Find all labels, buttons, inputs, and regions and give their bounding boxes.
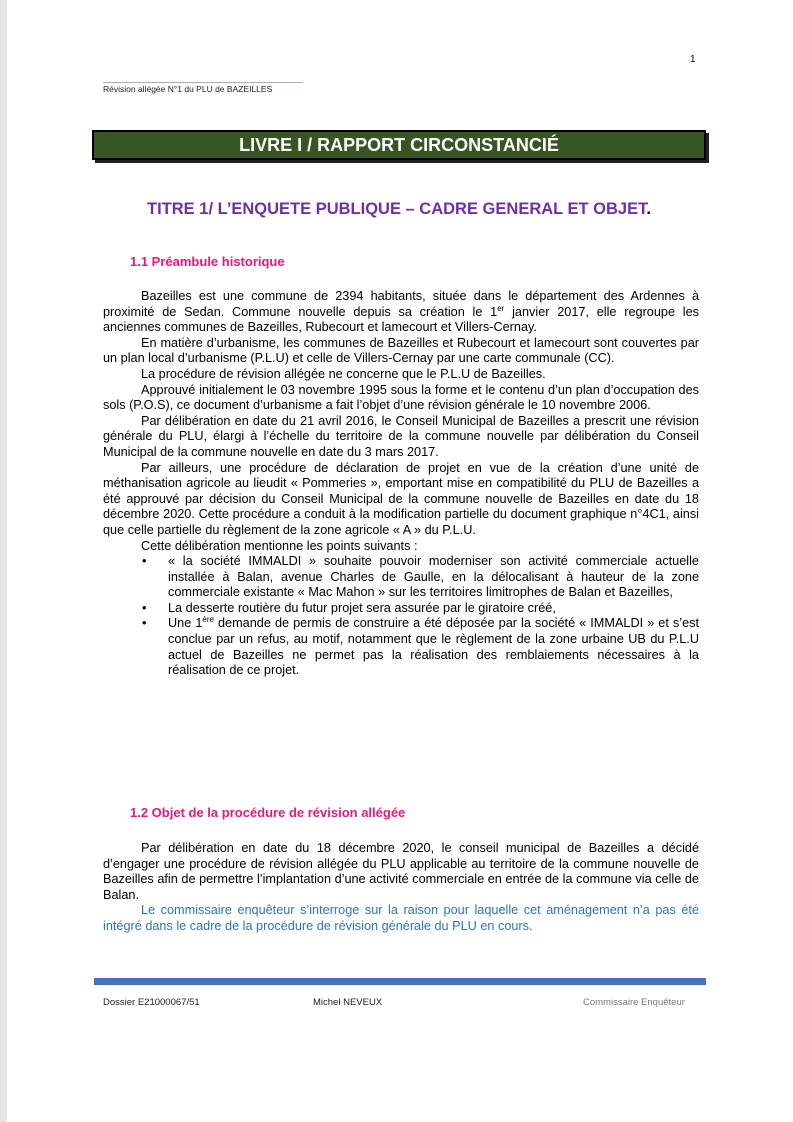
running-header: Révision allégée N°1 du PLU de BAZEILLES <box>103 84 273 94</box>
section-heading-1-1: 1.1 Préambule historique <box>130 254 285 269</box>
list-item: • « la société IMMALDI » souhaite pouvoir moderniser son activité commerciale actuelle installée à Balan, avenue Charles de Gaulle, en la délocalisant à hauteur de la zone commerciale existante « Mac Mahon » sur les territoires limitrophes de Balan et Bazeilles, <box>103 554 699 601</box>
footer-author: Michel NEVEUX <box>313 997 383 1008</box>
paragraph: Bazeilles est une commune de 2394 habitants, située dans le département des Ardennes à proximité de Sedan. Commune nouvelle depuis sa création le 1er janvier 2017, elle regroupe les anciennes communes de Bazeilles, Rubecourt et lamecourt et Villers-Cernay. <box>103 289 699 335</box>
paragraph: Par délibération en date du 18 décembre 2020, le conseil municipal de Bazeilles a décidé d’engager une procédure de révision allégée du PLU applicable au territoire de la commune nouvelle de Bazeilles afin de permettre l’implantation d’une activité commerciale en entrée de la commune via celle de Balan. <box>103 841 699 902</box>
paragraph: En matière d’urbanisme, les communes de Bazeilles et Rubecourt et lamecourt sont couvertes par un plan local d’urbanisme (P.L.U) et celle de Villers-Cernay par une carte communale (CC). <box>103 335 699 366</box>
title-1-dot: . <box>646 200 651 218</box>
list-item: • La desserte routière du futur projet sera assurée par le giratoire créé, <box>103 601 699 617</box>
section-1-2-body <box>103 841 699 935</box>
paragraph: Par délibération en date du 21 avril 2016, le Conseil Municipal de Bazeilles a prescrit une révision générale du PLU, élargi à l’échelle du territoire de la commune nouvelle par délibération du Conseil Municipal de la commune nouvelle en date du 3 mars 2017. <box>103 413 699 459</box>
footer-dossier: Dossier E21000067/51 <box>103 997 200 1008</box>
section-heading-1-2: 1.2 Objet de la procédure de révision allégée <box>130 805 406 820</box>
book-banner: LIVRE I / RAPPORT CIRCONSTANCIÉ <box>92 130 706 160</box>
title-1-text: TITRE 1/ L’ENQUETE PUBLIQUE – CADRE GENERAL ET OBJET <box>147 200 647 218</box>
list-item: • Une 1ère demande de permis de construire a été déposée par la société « IMMALDI » et s’est conclue par un refus, au motif, notamment que le règlement de la zone urbaine UB du P.L.U actuel de Bazeilles ne permet pas la réalisation des remblaiements nécessaires à la réalisation de ce projet. <box>103 616 699 678</box>
footer-role: Commissaire Enquêteur <box>583 997 685 1008</box>
paragraph: La procédure de révision allégée ne concerne que le P.L.U de Bazeilles. <box>141 366 546 381</box>
page-left-margin <box>0 0 7 1122</box>
title-1 <box>92 200 706 219</box>
paragraph: Par ailleurs, une procédure de déclaration de projet en vue de la création d’une unité de méthanisation agricole au lieudit « Pommeries », emportant mise en compatibilité du PLU de Bazeilles a été approuvé par décision du Conseil Municipal de la commune nouvelle de Bazeilles en date du 18 décembre 2020. Cette procédure a conduit à la modification partielle du document graphique n°4C1, ainsi que celle partielle du règlement de la zone agricole « A » du P.L.U. <box>103 460 699 537</box>
paragraph: Approuvé initialement le 03 novembre 1995 sous la forme et le contenu d’un plan d’occupation des sols (P.O.S), ce document d’urbanisme a fait l’objet d’une révision générale le 10 novembre 2006. <box>103 382 699 413</box>
section-1-1-body <box>103 289 699 679</box>
commissioner-comment: Le commissaire enquêteur s’interroge sur la raison pour laquelle cet aménagement n’a pas été intégré dans le cadre de la procédure de révision générale du PLU en cours. <box>103 903 699 933</box>
header-rule <box>103 82 303 83</box>
footer-rule <box>94 978 706 985</box>
bullet-list <box>103 554 699 679</box>
page-number: 1 <box>690 54 696 65</box>
paragraph: Cette délibération mentionne les points suivants : <box>141 538 418 553</box>
